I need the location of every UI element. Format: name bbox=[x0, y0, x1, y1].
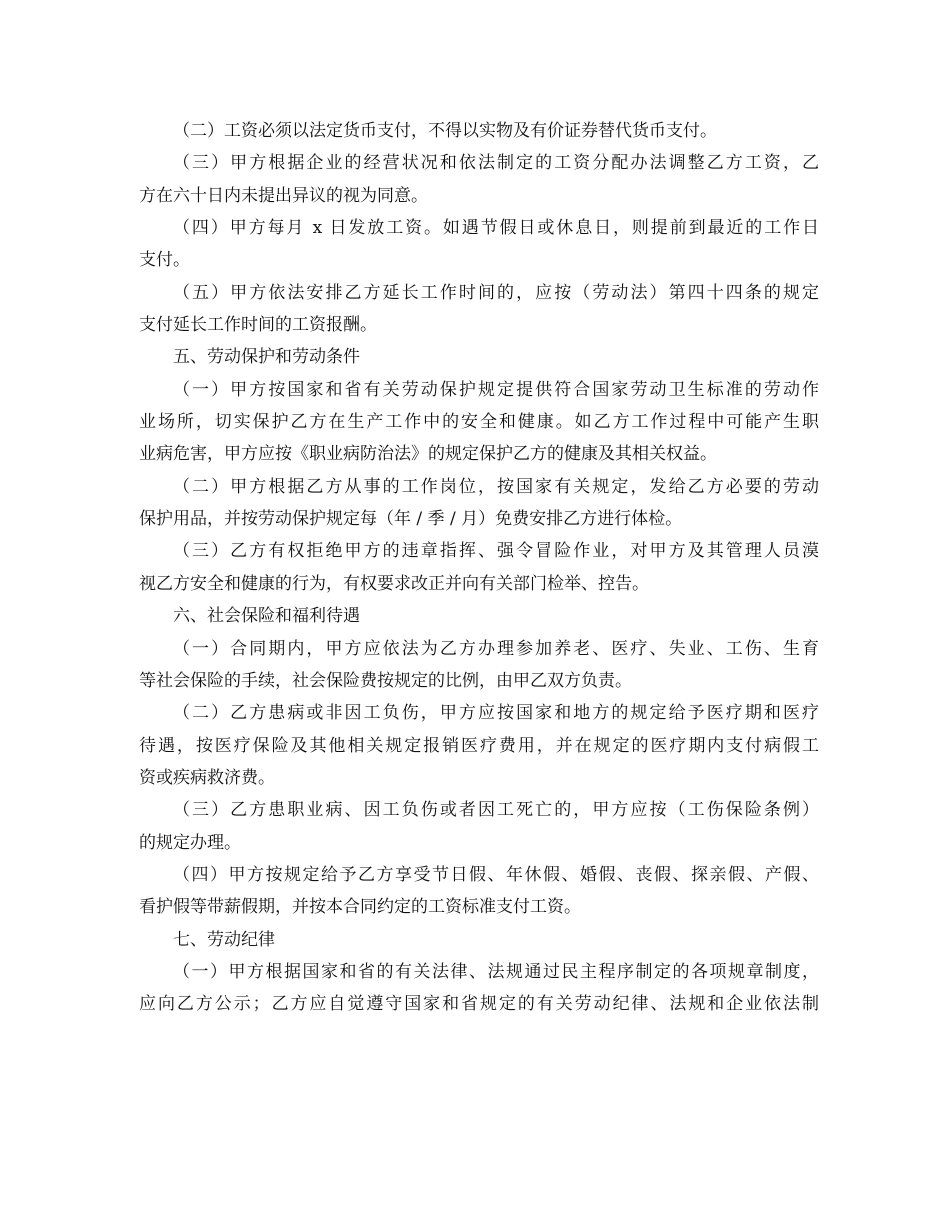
text-line: 的规定办理。 bbox=[139, 832, 241, 853]
text-line: （一）甲方按国家和省有关劳动保护规定提供符合国家劳动卫生标准的劳动作 bbox=[173, 379, 819, 400]
text-line: （四）甲方按规定给予乙方享受节日假、年休假、婚假、丧假、探亲假、产假、 bbox=[173, 864, 819, 885]
text-line: 业病危害，甲方应按《职业病防治法》的规定保护乙方的健康及其相关权益。 bbox=[139, 444, 717, 465]
text-line: 应向乙方公示；乙方应自觉遵守国家和省规定的有关劳动纪律、法规和企业依法制 bbox=[139, 994, 819, 1015]
text-line: （三）乙方有权拒绝甲方的违章指挥、强令冒险作业，对甲方及其管理人员漠 bbox=[173, 541, 819, 562]
text-line: （四）甲方每月 x 日发放工资。如遇节假日或休息日，则提前到最近的工作日 bbox=[173, 218, 819, 239]
text-line: （二）甲方根据乙方从事的工作岗位，按国家有关规定，发给乙方必要的劳动 bbox=[173, 476, 819, 497]
text-line: （三）甲方根据企业的经营状况和依法制定的工资分配办法调整乙方工资，乙 bbox=[173, 153, 819, 174]
text-line: （二）工资必须以法定货币支付，不得以实物及有价证券替代货币支付。 bbox=[173, 121, 717, 141]
section-heading: 五、劳动保护和劳动条件 bbox=[173, 347, 360, 368]
text-line: 看护假等带薪假期，并按本合同约定的工资标准支付工资。 bbox=[139, 897, 581, 918]
text-line: 支付延长工作时间的工资报酬。 bbox=[139, 315, 377, 336]
section-heading: 六、社会保险和福利待遇 bbox=[173, 606, 360, 627]
text-line: 待遇，按医疗保险及其他相关规定报销医疗费用，并在规定的医疗期内支付病假工 bbox=[139, 735, 819, 756]
text-line: 保护用品，并按劳动保护规定每（年 / 季 / 月）免费安排乙方进行体检。 bbox=[139, 509, 683, 530]
section-heading: 七、劳动纪律 bbox=[173, 929, 275, 950]
text-line: 资或疾病救济费。 bbox=[139, 767, 275, 788]
text-line: （三）乙方患职业病、因工负伤或者因工死亡的，甲方应按（工伤保险条例） bbox=[173, 800, 819, 821]
text-line: （一）甲方根据国家和省的有关法律、法规通过民主程序制定的各项规章制度， bbox=[173, 961, 819, 982]
text-line: 方在六十日内未提出异议的视为同意。 bbox=[139, 185, 428, 206]
text-line: （二）乙方患病或非因工负伤，甲方应按国家和地方的规定给予医疗期和医疗 bbox=[173, 703, 819, 724]
text-line: 业场所，切实保护乙方在生产工作中的安全和健康。如乙方工作过程中可能产生职 bbox=[139, 412, 819, 433]
text-line: （五）甲方依法安排乙方延长工作时间的，应按（劳动法）第四十四条的规定 bbox=[173, 282, 819, 303]
text-line: （一）合同期内，甲方应依法为乙方办理参加养老、医疗、失业、工伤、生育 bbox=[173, 638, 819, 659]
text-line: 等社会保险的手续，社会保险费按规定的比例，由甲乙双方负责。 bbox=[139, 670, 632, 691]
text-line: 支付。 bbox=[139, 250, 190, 271]
text-line: 视乙方安全和健康的行为，有权要求改正并向有关部门检举、控告。 bbox=[139, 573, 649, 594]
document-body bbox=[139, 115, 819, 1021]
